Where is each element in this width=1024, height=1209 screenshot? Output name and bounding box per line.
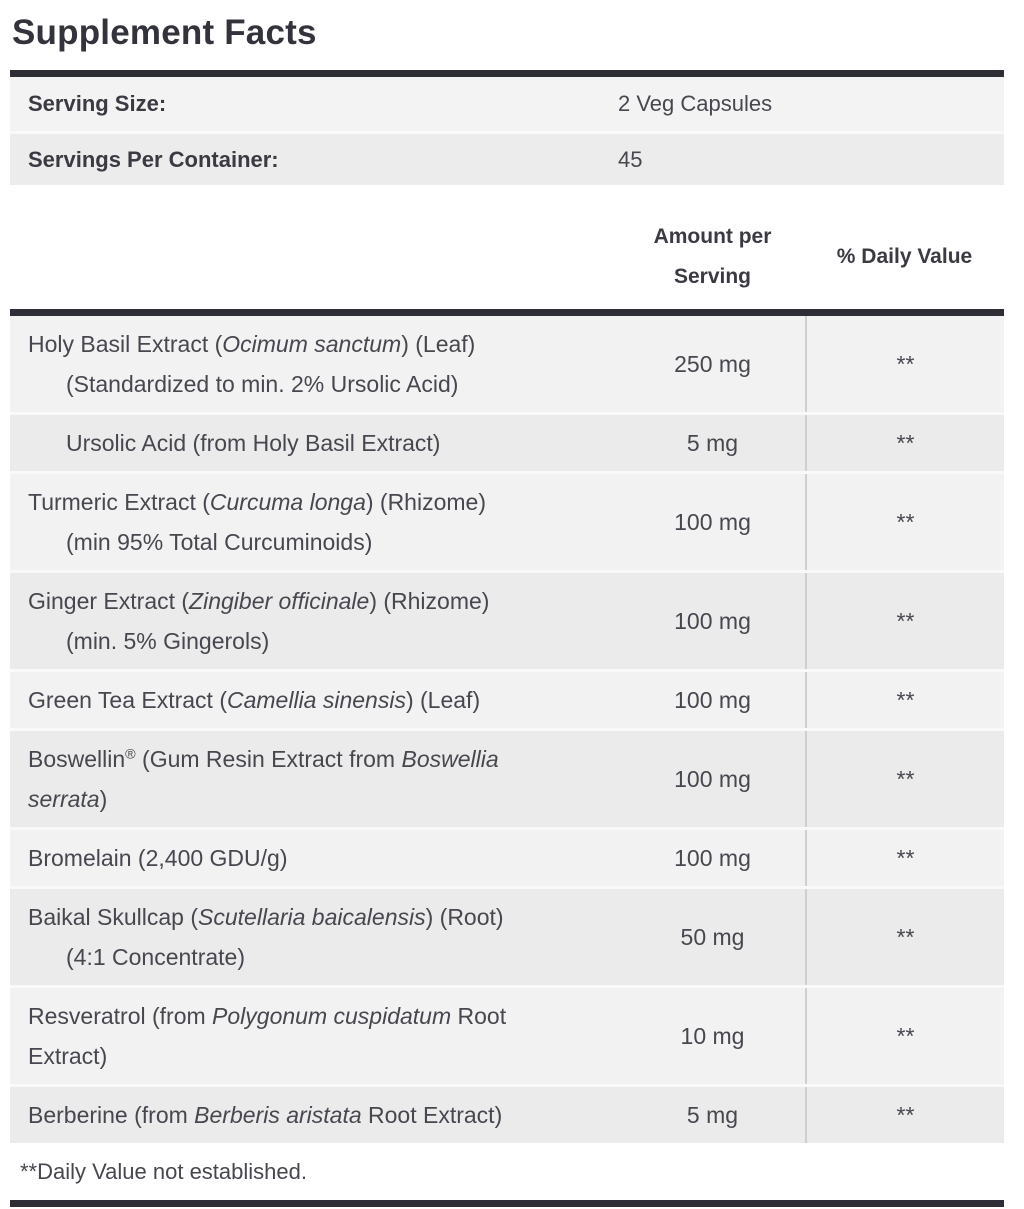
daily-value-header: % Daily Value [836,245,973,268]
serving-size-label: Serving Size: [28,91,167,116]
ingredient-daily-value: ** [805,731,1004,827]
servings-per-container-label: Servings Per Container: [28,146,279,172]
ingredient-row [10,1084,1004,1143]
top-rule [10,70,1004,77]
ingredient-name-line: Holy Basil Extract (Ocimum sanctum) (Leaf) [28,331,476,357]
ingredient-name-line: Extract) [28,1043,108,1069]
ingredient-row [10,471,1004,570]
bottom-rule [10,1200,1004,1207]
amount-per-serving-header: Amount per Serving [653,225,772,288]
ingredient-amount: 5 mg [686,429,739,456]
ingredient-name-line: Turmeric Extract (Curcuma longa) (Rhizome) [28,489,486,515]
ingredient-name-line: Baikal Skullcap (Scutellaria baicalensis) (Root) [28,904,504,930]
ingredient-daily-value: ** [805,1087,1004,1143]
servings-per-container-value: 45 [618,146,643,172]
ingredient-name-line: (4:1 Concentrate) [66,944,245,970]
ingredient-name [10,415,620,471]
registered-trademark-symbol: ® [125,746,136,763]
ingredient-daily-value: ** [805,672,1004,728]
ingredient-amount: 100 mg [674,844,751,871]
ingredient-name-line: Boswellin® (Gum Resin Extract from Boswellia [28,746,499,772]
ingredient-name-line: serrata) [28,786,108,812]
ingredient-name-line: (min. 5% Gingerols) [66,628,270,654]
ingredient-name [10,731,620,827]
ingredient-daily-value: ** [805,573,1004,669]
column-headers [10,185,1004,309]
ingredient-name [10,316,620,412]
ingredient-name [10,1087,620,1143]
ingredient-name-line: Berberine (from Berberis aristata Root Extract) [28,1102,503,1128]
supplement-facts-panel [10,0,1004,1207]
ingredient-name [10,830,620,886]
ingredient-amount: 50 mg [680,923,745,950]
servings-per-container-row [10,131,1004,185]
ingredient-name [10,573,620,669]
ingredient-name [10,474,620,570]
ingredient-daily-value: ** [805,316,1004,412]
ingredient-amount: 100 mg [674,508,751,535]
ingredient-name-line: Ginger Extract (Zingiber officinale) (Rhizome) [28,588,490,614]
ingredient-name-line: Resveratrol (from Polygonum cuspidatum Root [28,1003,507,1029]
ingredient-amount: 10 mg [680,1022,745,1049]
ingredient-amount: 100 mg [674,686,751,713]
ingredient-daily-value: ** [805,830,1004,886]
header-rule [10,309,1004,316]
ingredient-name [10,988,620,1084]
ingredients-table [10,316,1004,1143]
ingredient-row [10,886,1004,985]
ingredient-daily-value: ** [805,988,1004,1084]
ingredient-row [10,412,1004,471]
ingredient-name-line: Ursolic Acid (from Holy Basil Extract) [66,430,441,456]
ingredient-amount: 250 mg [674,350,751,377]
ingredient-amount: 5 mg [686,1101,739,1128]
ingredient-row [10,985,1004,1084]
ingredient-row [10,669,1004,728]
ingredient-name-line: (min 95% Total Curcuminoids) [66,529,373,555]
ingredient-row [10,316,1004,412]
ingredient-amount: 100 mg [674,607,751,634]
serving-size-value: 2 Veg Capsules [618,91,773,116]
ingredient-name [10,889,620,985]
ingredient-name-line: Green Tea Extract (Camellia sinensis) (Leaf) [28,687,481,713]
page-title: Supplement Facts [12,13,317,52]
ingredient-name-line: Bromelain (2,400 GDU/g) [28,845,288,871]
ingredient-name [10,672,620,728]
ingredient-daily-value: ** [805,415,1004,471]
daily-value-footnote: **Daily Value not established. [20,1159,307,1184]
ingredient-row [10,570,1004,669]
serving-size-row [10,77,1004,131]
ingredient-name-line: (Standardized to min. 2% Ursolic Acid) [66,371,459,397]
ingredient-daily-value: ** [805,474,1004,570]
ingredient-row [10,827,1004,886]
ingredient-daily-value: ** [805,889,1004,985]
ingredient-row [10,728,1004,827]
ingredient-amount: 100 mg [674,765,751,792]
serving-info-table [10,77,1004,185]
